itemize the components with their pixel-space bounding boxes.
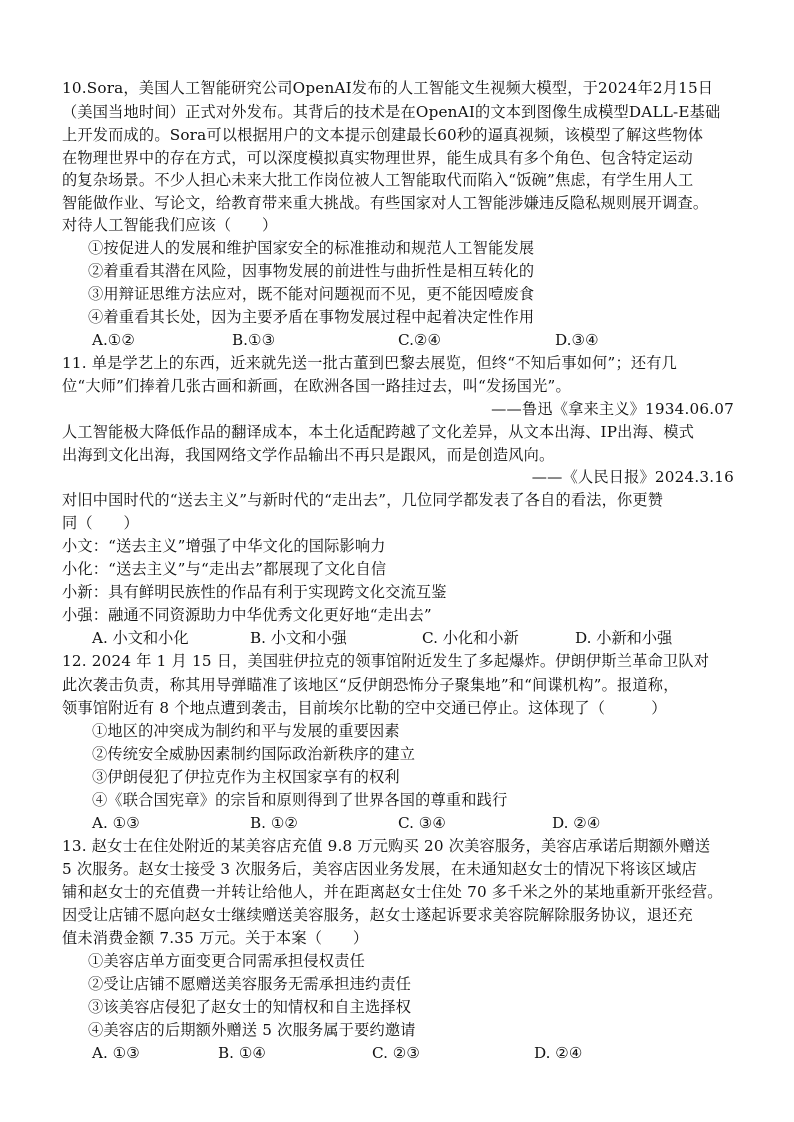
- q11-view: 小新：具有鲜明民族性的作品有利于实现跨文化交流互鉴: [62, 583, 447, 601]
- q11-view: 小化：“送去主义”与“走出去”都展现了文化自信: [62, 560, 387, 578]
- q10-option-a: A.①②: [92, 331, 136, 349]
- q10-option-d: D.③④: [555, 331, 599, 349]
- q12-statement: ②传统安全威胁因素制约国际政治新秩序的建立: [92, 745, 416, 763]
- q12-option-d: D. ②④: [552, 814, 601, 832]
- q10-stem-line: 的复杂场景。不少人担心未来大批工作岗位被人工智能取代而陷入“饭碗”焦虑，有学生用人工: [62, 171, 694, 189]
- q10-stem-line: 上开发而成的。Sora可以根据用户的文本提示创建最长60秒的逼真视频，该模型了解这些物体: [62, 126, 704, 144]
- q11-source1: ——鲁迅《拿来主义》1934.06.07: [491, 400, 734, 418]
- q13-statement: ①美容店单方面变更合同需承担侵权责任: [88, 952, 365, 970]
- q12-option-a: A. ①③: [92, 814, 140, 832]
- q11-options: [0, 628, 794, 648]
- q13-statement: ②受让店铺不愿赠送美容服务无需承担违约责任: [88, 975, 412, 993]
- q10-option-c: C.②④: [398, 331, 442, 349]
- q10-stem-line: （美国当地时间）正式对外发布。其背后的技术是在OpenAI的文本到图像生成模型DALL-E基础: [62, 103, 721, 121]
- q12-option-c: C. ③④: [398, 814, 446, 832]
- q11-stem-line: 对旧中国时代的“送去主义”与新时代的“走出去”，几位同学都发表了各自的看法，你更赞: [62, 491, 664, 509]
- q11-stem-line: 同（ ）: [62, 514, 139, 532]
- q13-option-b: B. ①④: [218, 1044, 267, 1062]
- q11-quote2-line: 人工智能极大降低作品的翻译成本，本土化适配跨越了文化差异，从文本出海、IP出海、模式: [62, 423, 695, 441]
- q13-option-a: A. ①③: [92, 1044, 140, 1062]
- q11-source2: ——《人民日报》2024.3.16: [531, 468, 734, 486]
- q13-stem-line: 13. 赵女士在住处附近的某美容店充值 9.8 万元购买 20 次美容服务，美容店承诺后期额外赠送: [62, 837, 711, 855]
- q12-statement: ①地区的冲突成为制约和平与发展的重要因素: [92, 722, 400, 740]
- q13-option-c: C. ②③: [372, 1044, 420, 1062]
- q10-stem-line: 在物理世界中的存在方式，可以深度模拟真实物理世界，能生成具有多个角色、包含特定运动: [62, 149, 693, 167]
- q13-options: [0, 1043, 794, 1063]
- q10-statement: ②着重看其潜在风险，因事物发展的前进性与曲折性是相互转化的: [88, 262, 535, 280]
- q13-statement: ③该美容店侵犯了赵女士的知情权和自主选择权: [88, 998, 412, 1016]
- q12-statement: ③伊朗侵犯了伊拉克作为主权国家享有的权利: [92, 768, 400, 786]
- q13-statement: ④美容店的后期额外赠送 5 次服务属于要约邀请: [88, 1021, 416, 1039]
- q13-stem-line: 5 次服务。赵女士接受 3 次服务后，美容店因业务发展，在未通知赵女士的情况下将该区域店: [62, 860, 697, 878]
- q10-stem-line: 智能做作业、写论文，给教育带来重大挑战。有些国家对人工智能涉嫌违反隐私规则展开调查。: [62, 194, 709, 212]
- q10-options: [0, 330, 794, 350]
- q12-stem-line: 领事馆附近有 8 个地点遭到袭击，目前埃尔比勒的空中交通已停止。这体现了（ ）: [62, 699, 667, 717]
- q11-view: 小文：“送去主义”增强了中华文化的国际影响力: [62, 537, 386, 555]
- q11-option-a: A. 小文和小化: [92, 629, 189, 647]
- q10-option-b: B.①③: [232, 331, 276, 349]
- q10-stem-line: 对待人工智能我们应该（ ）: [62, 216, 278, 234]
- q13-stem-line: 铺和赵女士的充值费一并转让给他人，并在距离赵女士住处 70 多千米之外的某地重新开张经营。: [62, 883, 723, 901]
- q13-stem-line: 值未消费金额 7.35 万元。关于本案（ ）: [62, 929, 369, 947]
- q12-options: [0, 813, 794, 833]
- q11-option-b: B. 小文和小强: [250, 629, 347, 647]
- q13-stem-line: 因受让店铺不愿向赵女士继续赠送美容服务，赵女士遂起诉要求美容院解除服务协议，退还充: [62, 906, 693, 924]
- q11-option-d: D. 小新和小强: [575, 629, 673, 647]
- q13-option-d: D. ②④: [534, 1044, 583, 1062]
- q12-option-b: B. ①②: [250, 814, 299, 832]
- q10-statement: ④着重看其长处，因为主要矛盾在事物发展过程中起着决定性作用: [88, 308, 535, 326]
- q12-statement: ④《联合国宪章》的宗旨和原则得到了世界各国的尊重和践行: [92, 791, 508, 809]
- q11-quote1-line: 位“大师”们捧着几张古画和新画，在欧洲各国一路挂过去，叫“发扬国光”。: [62, 377, 571, 395]
- q10-statement: ①按促进人的发展和维护国家安全的标准推动和规范人工智能发展: [88, 239, 535, 257]
- q11-option-c: C. 小化和小新: [422, 629, 519, 647]
- q11-quote1-line: 11. 单是学艺上的东西，近来就先送一批古董到巴黎去展览，但终“不知后事如何”；还有几: [62, 354, 678, 372]
- q10-stem-line: 10.Sora，美国人工智能研究公司OpenAI发布的人工智能文生视频大模型，于2024年2月15日: [62, 79, 714, 97]
- q12-stem-line: 12. 2024 年 1 月 15 日，美国驻伊拉克的领事馆附近发生了多起爆炸。伊朗伊斯兰革命卫队对: [62, 652, 710, 670]
- q12-stem-line: 此次袭击负责，称其用导弹瞄准了该地区“反伊朗恐怖分子聚集地”和“间谍机构”。报道称，: [62, 676, 679, 694]
- q11-quote2-line: 出海到文化出海，我国网络文学作品输出不再只是跟风，而是创造风向。: [62, 446, 555, 464]
- q11-view: 小强：融通不同资源助力中华优秀文化更好地“走出去”: [62, 606, 432, 624]
- q10-statement: ③用辩证思维方法应对，既不能对问题视而不见，更不能因噎废食: [88, 285, 535, 303]
